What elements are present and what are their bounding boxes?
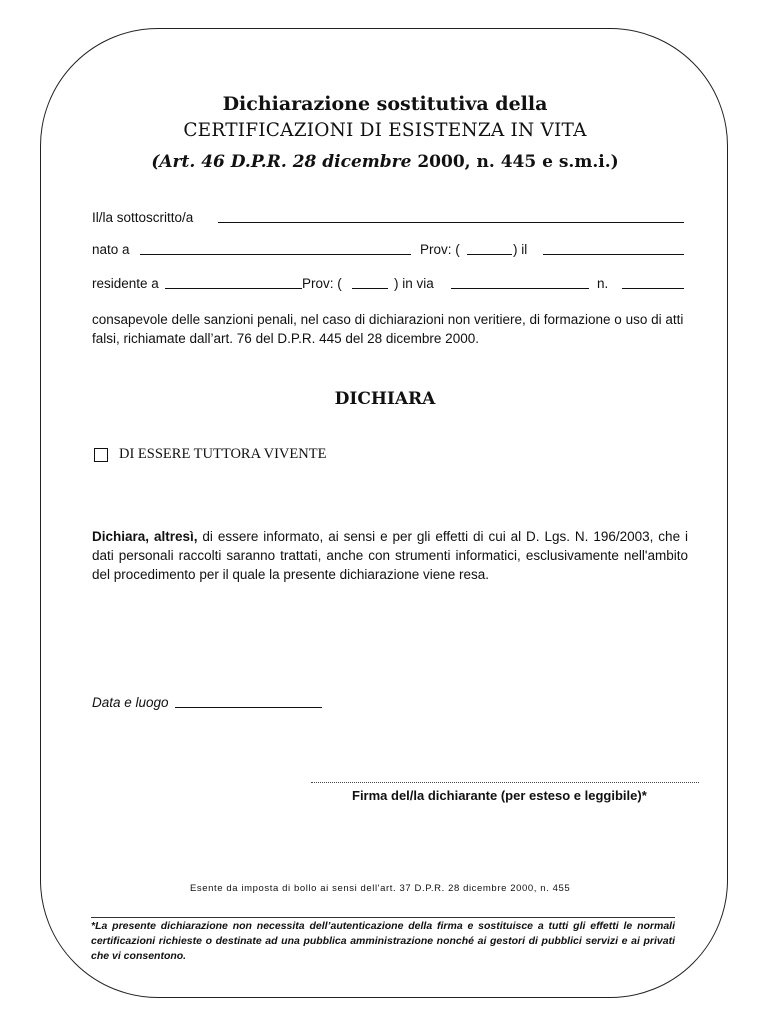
residenza-field[interactable] xyxy=(165,277,302,289)
residente-label: residente a xyxy=(92,276,159,291)
esente-bollo-note: Esente da imposta di bollo ai sensi dell'art. 37 D.P.R. 28 dicembre 2000, n. 455 xyxy=(190,883,571,894)
nato-label: nato a xyxy=(92,242,130,257)
privacy-paragraph xyxy=(92,527,688,584)
via-field[interactable] xyxy=(451,277,589,289)
luogo-nascita-field[interactable] xyxy=(140,243,411,255)
vivente-checkbox[interactable] xyxy=(94,448,108,462)
il-label: ) il xyxy=(513,242,528,257)
privacy-bold: Dichiara, altresì, xyxy=(92,529,198,544)
privacy-text: di essere informato, ai sensi e per gli effetti di cui al D. Lgs. N. 196/2003, che i dati personali raccolti saranno trattati, anche con strumenti informatici, esclusivamente nell'ambito del procedimento per il quale la presente dichiarazione viene resa. xyxy=(92,529,688,582)
prov-nascita-field[interactable] xyxy=(467,243,512,255)
footnote: *La presente dichiarazione non necessita dell’autenticazione della firma e sostituisce a tutti gli effetti le normali certificazioni richieste o destinate ad una pubblica amministrazione nonché ai gestori di pubblici servizi e ai privati che vi consentono. xyxy=(91,920,675,962)
data-luogo-field[interactable] xyxy=(175,696,322,708)
prov-residenza-field[interactable] xyxy=(352,277,388,289)
title-line-3 xyxy=(0,152,770,172)
title-line-2: CERTIFICAZIONI DI ESISTENZA IN VITA xyxy=(183,120,587,141)
prov2-label: Prov: ( xyxy=(302,276,342,291)
data-nascita-field[interactable] xyxy=(543,243,684,255)
footnote-divider xyxy=(91,917,675,918)
numero-label: n. xyxy=(597,276,609,291)
legal-reference-italic: (Art. 46 D.P.R. 28 dicembre xyxy=(151,152,412,172)
signature-line[interactable] xyxy=(311,782,699,783)
consapevole-paragraph: consapevole delle sanzioni penali, nel caso di dichiarazioni non veritiere, di formazione o uso di atti falsi, richiamate dall’art. 76 del D.P.R. 445 del 28 dicembre 2000. xyxy=(92,312,684,346)
dichiara-heading: DICHIARA xyxy=(334,389,436,409)
legal-reference-rest: 2000, n. 445 e s.m.i.) xyxy=(411,152,619,172)
prov-label: Prov: ( xyxy=(420,242,460,257)
sottoscritto-field[interactable] xyxy=(218,211,684,223)
vivente-checkbox-label: DI ESSERE TUTTORA VIVENTE xyxy=(119,446,327,462)
page-border xyxy=(40,28,728,998)
signature-caption: Firma del/la dichiarante (per esteso e leggibile)* xyxy=(352,788,647,803)
numero-civico-field[interactable] xyxy=(622,277,684,289)
invia-label: ) in via xyxy=(394,276,434,291)
title-line-1: Dichiarazione sostitutiva della xyxy=(222,93,548,115)
data-luogo-label: Data e luogo xyxy=(92,695,169,710)
sottoscritto-label: Il/la sottoscritto/a xyxy=(92,210,194,225)
